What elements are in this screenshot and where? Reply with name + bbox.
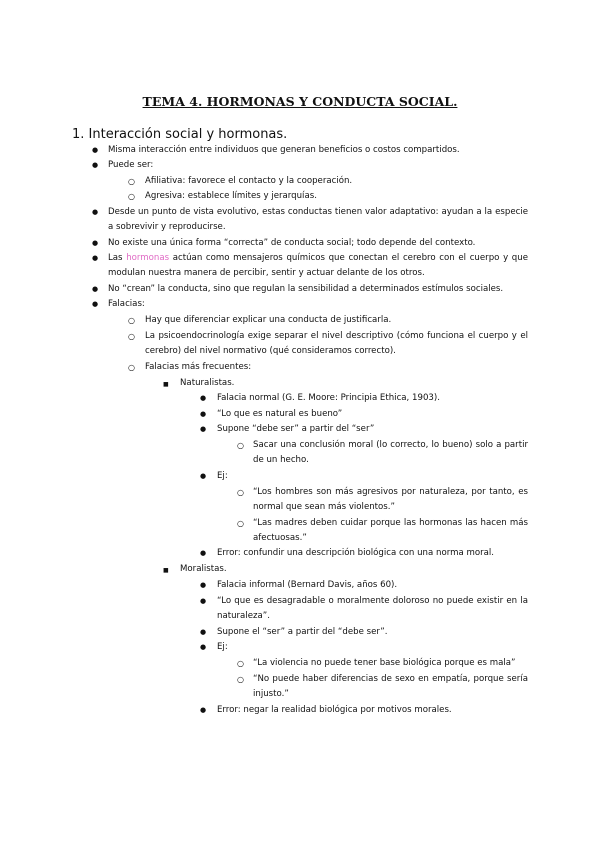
bullet-icon — [92, 297, 98, 312]
list-item: “No puede haber diferencias de sexo en empatía, porque sería injusto.” — [253, 674, 528, 699]
bullet-icon — [92, 158, 98, 173]
list-item: “Los hombres son más agresivos por naturaleza, por tanto, es normal que sean más violentos.” — [253, 487, 528, 512]
bullet-icon — [200, 391, 206, 406]
bullet-icon — [200, 594, 206, 609]
list-item: Moralistas. — [180, 564, 227, 574]
list-item: Error: confundir una descripción biológica con una norma moral. — [217, 548, 495, 558]
bullet-icon — [200, 422, 206, 437]
list-item: Desde un punto de vista evolutivo, estas conductas tienen valor adaptativo: ayudan a la especie a sobrevivir y reproducirse. — [108, 207, 528, 232]
circle-bullet-icon — [128, 174, 135, 190]
list-item: Misma interacción entre individuos que generan beneficios o costos compartidos. — [108, 145, 460, 155]
square-bullet-icon — [163, 563, 169, 578]
bullet-icon — [200, 407, 206, 422]
bullet-icon — [200, 546, 206, 561]
page-title: TEMA 4. HORMONAS Y CONDUCTA SOCIAL. — [142, 94, 458, 109]
list-item: Ej: — [217, 471, 228, 481]
list-item: Ej: — [217, 642, 228, 652]
list-item: “Las madres deben cuidar porque las hormonas las hacen más afectuosas.” — [253, 518, 528, 543]
list-item: Puede ser: — [108, 160, 154, 170]
highlighted-term: hormonas — [126, 253, 170, 263]
circle-bullet-icon — [128, 313, 135, 329]
list-item: Falacia normal (G. E. Moore: Principia Ethica, 1903). — [217, 393, 440, 403]
circle-bullet-icon — [128, 329, 135, 345]
list-item: La psicoendocrinología exige separar el nivel descriptivo (cómo funciona el cuerpo y el cerebro) del nivel normativo (qué consideramos correcto). — [145, 331, 528, 356]
circle-bullet-icon — [128, 360, 135, 376]
bullet-icon — [92, 143, 98, 158]
list-item: No existe una única forma “correcta” de conducta social; todo depende del contexto. — [108, 238, 476, 248]
list-item: Supone el “ser” a partir del “debe ser”. — [217, 627, 388, 637]
list-item: “La violencia no puede tener base biológica porque es mala” — [253, 658, 516, 668]
text-run: actúan como mensajeros químicos que conectan el cerebro con el cuerpo y que modulan nuestra manera de percibir, sentir y actuar delante de los otros. — [108, 253, 528, 278]
circle-bullet-icon — [237, 516, 244, 532]
list-item: “Lo que es natural es bueno” — [217, 409, 343, 419]
circle-bullet-icon — [237, 656, 244, 672]
list-item: Sacar una conclusión moral (lo correcto, lo bueno) solo a partir de un hecho. — [253, 440, 528, 465]
bullet-icon — [200, 640, 206, 655]
section-heading: 1. Interacción social y hormonas. — [72, 127, 288, 142]
list-item: Naturalistas. — [180, 378, 235, 388]
bullet-icon — [200, 469, 206, 484]
list-item: Afiliativa: favorece el contacto y la cooperación. — [145, 176, 353, 186]
bullet-icon — [200, 703, 206, 718]
text-run: Las — [108, 253, 127, 263]
bullet-icon — [92, 251, 98, 266]
list-item: Hay que diferenciar explicar una conducta de justificarla. — [145, 315, 392, 325]
bullet-icon — [200, 625, 206, 640]
list-item: Falacia informal (Bernard Davis, años 60). — [217, 580, 398, 590]
list-item: Falacias más frecuentes: — [145, 362, 252, 372]
list-item: No “crean” la conducta, sino que regulan la sensibilidad a determinados estímulos sociales. — [108, 284, 504, 294]
circle-bullet-icon — [128, 189, 135, 205]
list-item: Supone “debe ser” a partir del “ser” — [217, 424, 375, 434]
circle-bullet-icon — [237, 485, 244, 501]
bullet-icon — [92, 236, 98, 251]
list-item: “Lo que es desagradable o moralmente doloroso no puede existir en la naturaleza”. — [217, 596, 528, 621]
list-item — [108, 251, 528, 281]
bullet-icon — [92, 282, 98, 297]
bullet-icon — [200, 578, 206, 593]
list-item: Agresiva: establece límites y jerarquías. — [145, 191, 317, 201]
list-item: Falacias: — [108, 299, 145, 309]
bullet-icon — [92, 205, 98, 220]
square-bullet-icon — [163, 377, 169, 392]
list-item: Error: negar la realidad biológica por motivos morales. — [217, 705, 452, 715]
circle-bullet-icon — [237, 672, 244, 688]
circle-bullet-icon — [237, 438, 244, 454]
